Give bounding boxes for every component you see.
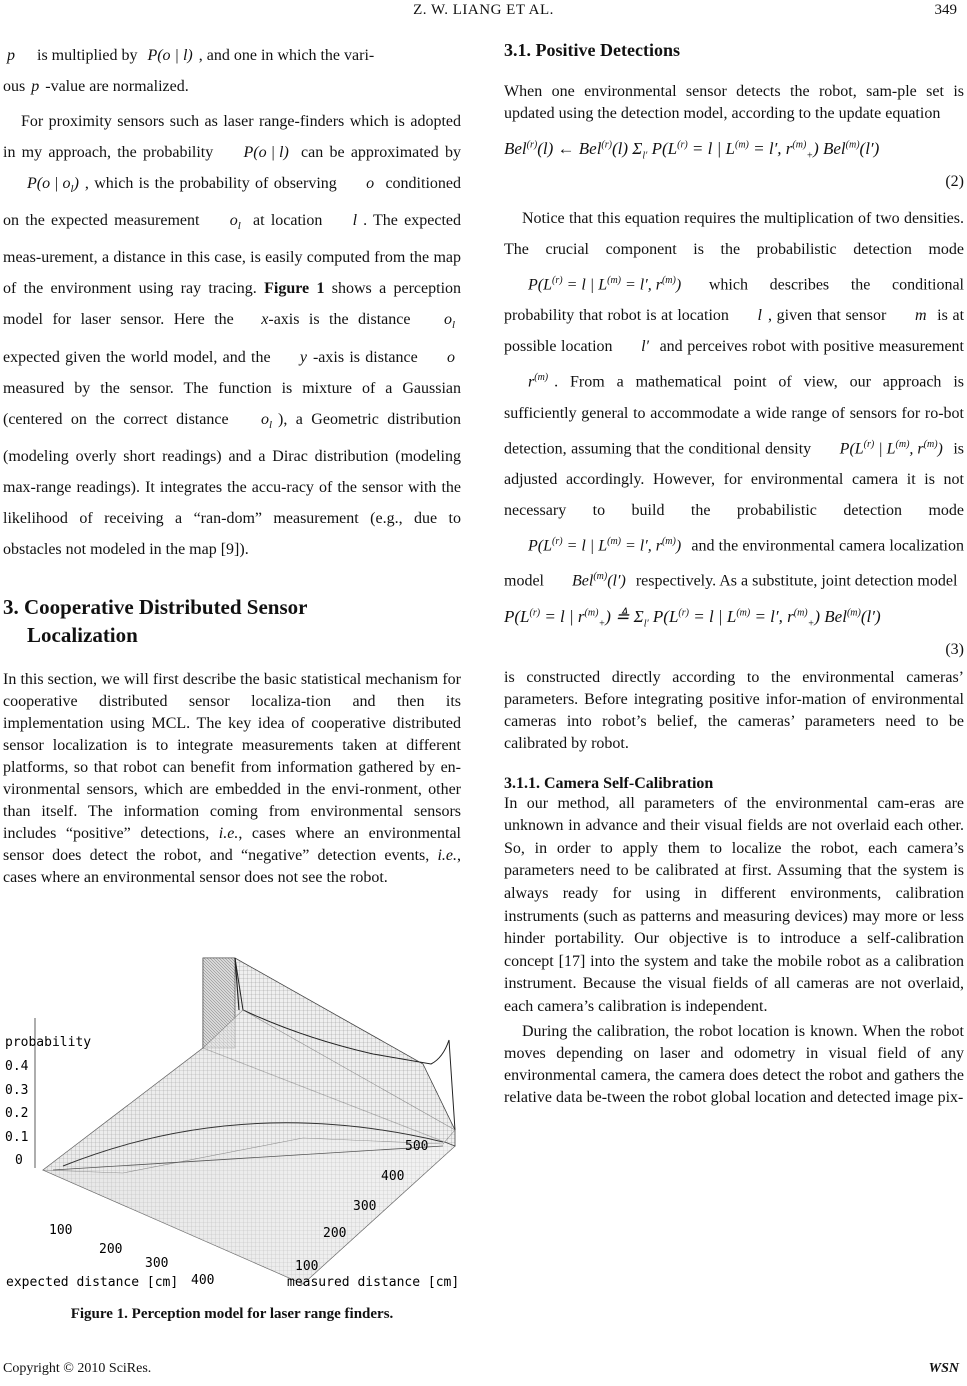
right-paragraph-5: During the calibration, the robot location is known. When the robot moves depending on laser and odometry in visual field of any environmental camera, the camera does detect the robot and gathers the relative data be-tween the robot global location and detected image pix-: [504, 1022, 964, 1106]
page-footer: [0, 1361, 967, 1383]
z-tick-0-3: 0.3: [5, 1083, 29, 1098]
equation-3: [504, 601, 964, 658]
y-tick-100: 100: [295, 1259, 319, 1274]
left-paragraph-2: For proximity sensors such as laser range-finders which is adopted in my approach, the probability P(o | l) can be approximated by P(o | $o_l$) , which is the probability of observing o conditioned on the expected measurement $o_l$ at location l . The expected meas-urement, a distance in this case, is easily computed from the map of the environment using ray tracing. Figure 1 shows a perception model for laser sensor. Here the x-axis is the distance $o_l$ expected given the world model, and the y -axis is distance o measured by the sensor. The function is mixture of a Gaussian (centered on the correct distance $o_l$ ), a Geometric distribution (modeling overly short readings) and a Dirac distribution (modeling max-range readings). It integrates the accu-racy of the sensor with the likelihood of receiving a “ran-dom” measurement (e.g., due to obstacles not modeled in the map [9]).: [3, 113, 462, 558]
x-tick-200: 200: [99, 1242, 123, 1257]
y-axis-label: measured distance [cm]: [287, 1275, 460, 1290]
equation-3-number: (3): [945, 640, 964, 658]
right-paragraph-4: In our method, all parameters of the environmental cam-eras are unknown in advance and their visual fields are not overlaid each other. So, in order to apply them to localize the robot, each camera’s parameters need to be calibrated at first. Assuming that the system is always ready for using in different environments, calibration instruments (such as patterns and measuring devices) may more or less hinder portability. Our objective is to introduce a self-calibration concept [17] into the system and take the mobile robot as a calibration instrument. Because the visual fields of all cameras are not overlaid, each camera’s calibration is independent.: [504, 794, 964, 1015]
y-tick-300: 300: [353, 1199, 377, 1214]
y-tick-500: 500: [405, 1139, 429, 1154]
z-tick-0-2: 0.2: [5, 1106, 29, 1121]
z-tick-0-4: 0.4: [5, 1059, 29, 1074]
right-column: [504, 40, 964, 1109]
z-axis-label: probability: [5, 1035, 92, 1050]
right-paragraph-3: is constructed directly according to the environmental cameras’ parameters. Before integrating positive infor-mation of environmental cameras into robot’s belief, the cameras’ parameters need to be calibrated by robot.: [504, 668, 964, 752]
section-3-1-heading: 3.1. Positive Detections: [504, 40, 680, 60]
left-paragraph-3: In this section, we will first describe the basic statistical mechanism for cooperative distributed sensor localiza-tion and then its implementation using MCL. The key idea of cooperative distributed sensor localization is to integrate measurements taken at different platforms, so that robot can benefit from information gathered by en-vironmental sensors, which are embedded in the envi-ronment, other than itself. The information coming from environmental sensors includes “positive” detections, i.e., cases where an environmental sensor does detect the robot, and “negative” detection events, i.e., cases where an environmental sensor does not see the robot.: [3, 670, 462, 886]
x-tick-300: 300: [145, 1256, 169, 1271]
section-3-heading: 3. Cooperative Distributed Sensor Localization: [3, 594, 308, 647]
z-tick-0: 0: [15, 1153, 23, 1168]
left-paragraph-1: p is multiplied by P(o | l) , and one in which the vari- ous p -value are normalized.: [3, 47, 375, 95]
equation-2: [504, 133, 964, 190]
running-head: Z. W. LIANG ET AL.: [413, 2, 554, 18]
journal-name: WSN: [928, 1361, 959, 1376]
x-tick-400: 400: [191, 1273, 215, 1288]
copyright: Copyright © 2010 SciRes.: [3, 1361, 152, 1376]
left-column: [3, 40, 461, 889]
figure-1-caption: Figure 1. Perception model for laser range finders.: [70, 1306, 394, 1322]
z-tick-0-1: 0.1: [5, 1130, 29, 1145]
equation-3-body: $P(L^{(r)} = l$ | $r^{(m)}_+$) ≜ $\Sigma_{l'}$ $P(L^{(r)} = l$ | $L^{(m)} = l'$, $r^{(m)}_+$) Bel$^{(m)}$(l′): [504, 606, 881, 630]
right-paragraph-2: Notice that this equation requires the multiplication of two densities. The crucial component is the probabilistic detection mode $P(L^{(r)} = l$ | $L^{(m)} = l'$, $r^{(m)}$) which describes the conditional probability that robot is at location l , given that sensor m is at possible location l′ and perceives robot with positive measurement $r^{(m)}$ . From a mathematical point of view, our approach is sufficiently general to accommodate a wide range of sensors for ro-bot detection, assuming that the conditional density $P(L^{(r)}$ | $L^{(m)}$, $r^{(m)}$) is adjusted accordingly. However, for environmental camera it is not necessary to build the probabilistic detection mode $P(L^{(r)} = l$ | $L^{(m)} = l'$, $r^{(m)}$) and the environmental camera localization model Bel$^{(m)}$(l′) respectively. As a substitute, joint detection model: [504, 210, 965, 590]
y-tick-400: 400: [381, 1169, 405, 1184]
perception-model-plot: [3, 898, 461, 1290]
equation-2-body: Bel$^{(r)}$(l) ← Bel$^{(r)}$(l) $\Sigma_{l'}$ $P(L^{(r)} = l$ | $L^{(m)} = l'$, $r^{(m)}_+$) Bel$^{(m)}$(l′): [504, 139, 880, 162]
equation-2-number: (2): [945, 173, 964, 190]
x-tick-100: 100: [49, 1223, 73, 1238]
section-3-1-1-heading: 3.1.1. Camera Self-Calibration: [504, 774, 714, 792]
page-header: [0, 2, 967, 24]
x-axis-label: expected distance [cm]: [6, 1275, 179, 1290]
page-number: 349: [934, 2, 957, 18]
y-tick-200: 200: [323, 1226, 347, 1241]
figure-1: [3, 898, 461, 1290]
right-paragraph-1: When one environmental sensor detects the robot, sam-ple set is updated using the detection model, according to the update equation: [504, 83, 964, 122]
